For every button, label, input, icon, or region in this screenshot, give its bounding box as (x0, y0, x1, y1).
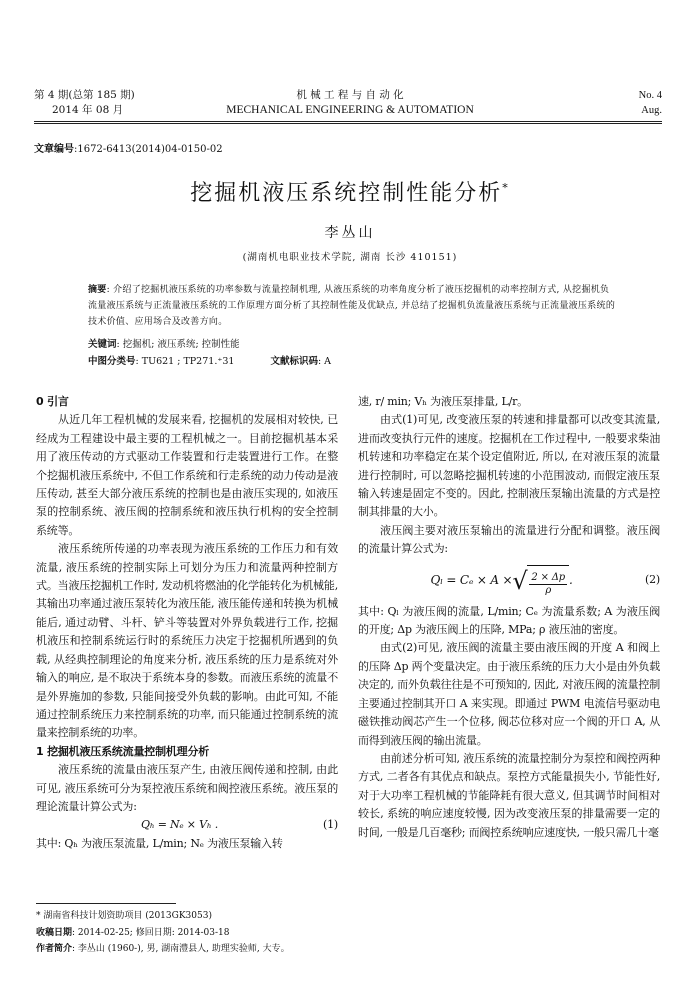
footnote-author (36, 942, 290, 956)
equation-1-expression: Qₕ = Nₑ × Vₕ . (141, 818, 218, 832)
footnote-dates-text: : 2014-02-25; 修回日期: 2014-03-18 (72, 928, 230, 938)
equation-2-number: (2) (645, 573, 660, 587)
author-affiliation: (湖南机电职业技术学院, 湖南 长沙 410151) (242, 252, 458, 263)
paragraph: 其中: Qₗ 为液压阀的流量, L/min; Cₑ 为流量系数; A 为液压阀的开度; Δp 为液压阀上的压降, MPa; ρ 液压油的密度。 (358, 604, 661, 637)
equation-2-dot: . (568, 573, 573, 588)
paragraph: 速, r/ min; Vₕ 为液压泵排量, L/r。 (358, 395, 528, 408)
equation-1 (36, 816, 338, 834)
footnote-dates (36, 926, 229, 940)
paragraph: 其中: Qₕ 为液压泵流量, L/min; Nₑ 为液压泵输入转 (36, 836, 283, 850)
running-header-left (34, 88, 135, 118)
section-heading-1: 1 挖掘机液压系统流量控制机理分析 (36, 744, 210, 758)
doc-code-label: 文献标识码 (270, 356, 318, 367)
running-header-center (180, 88, 520, 118)
equation-2 (358, 559, 660, 603)
footnote-fund: * 湖南省科技计划资助项目 (2013GK3053) (36, 911, 212, 921)
keywords (88, 336, 240, 350)
abstract-text: : 介绍了挖掘机液压系统的功率参数与流量控制机理, 从液压系统的功率角度分析了液压挖掘机的动率控制方式, 从挖掘机负流量液压系统与正流量液压系统的工作原理方面分析了其控制性能及优缺点, 并总结了挖掘机负流量液压系统与正流量液压系统的技术价值、应用场合及改善方向。 (88, 285, 616, 327)
keywords-text: : 挖掘机; 液压系统; 控制性能 (116, 339, 240, 350)
abstract-label: 摘要 (88, 285, 107, 295)
clc-label: 中图分类号 (88, 356, 136, 367)
paragraph: 由式(2)可见, 液压阀的流量主要由液压阀的开度 A 和阀上的压降 Δp 两个变量决定。由于液压系统的压力大小是由外负载决定的, 而外负载往往是不可预知的, 因此, 对液压阀的流量控制主要通过控制其开口 A 来实现。即通过 PWM 电流信号驱动电磁铁推动阀芯产生一个位移, 阀芯位移对应一个阀的开口 A, 从而得到液压阀的输出流量。 (358, 641, 660, 747)
doc-code-value: : A (317, 356, 332, 367)
abstract (88, 282, 616, 330)
issue-en: No. 4 (638, 90, 662, 101)
paragraph: 由前述分析可知, 液压系统的流量控制分为泵控和阀控两种方式, 二者各有其优点和缺点。泵控方式能量损失小, 节能性好, 对于大功率工程机械的节能降耗有很大意义, 但其调节时间相对较长, 系统的响应速度较慢, 因为改变液压泵的排量需要一定的时间, 一般是几百毫秒; 而阀控系统响应速度快, 一般只需几十毫 (358, 751, 660, 839)
running-header-right (580, 88, 662, 118)
month-en: Aug. (641, 105, 662, 116)
footnote-author-text: : 李丛山 (1960-), 男, 湖南澧县人, 助理实验师, 大专。 (72, 944, 290, 954)
author-name: 李丛山 (324, 225, 376, 241)
equation-1-number: (1) (323, 818, 338, 832)
article-number (34, 140, 223, 155)
footnote-dates-label: 收稿日期 (36, 928, 73, 938)
paragraph: 由式(1)可见, 改变液压泵的转速和排量都可以改变其流量, 进而改变执行元件的速度。挖掘机在工作过程中, 一般要求柴油机转速和功率稳定在某个设定值附近, 所以, 在对液压泵的流量进行控制时, 可以忽略挖掘机转速的小范围波动, 而假定液压泵输入转速是固定不变的。因此, 控制液压泵输出流量的方式是控制其排量的大小。 (358, 413, 660, 519)
paragraph: 液压阀主要对液压泵输出的流量进行分配和调整。液压阀的流量计算公式为: (358, 523, 660, 556)
equation-2-lhs: Qₗ = Cₑ × A × (430, 573, 513, 588)
clc-value: : TU621 ; TP271.⁺31 (135, 356, 235, 367)
equation-2-fraction (529, 572, 567, 597)
keywords-label: 关键词 (88, 339, 117, 350)
paragraph: 液压系统所传递的功率表现为液压系统的工作压力和有效流量, 液压系统的控制实际上可划分为压力和流量两种控制方式。当液压挖掘机工作时, 发动机将燃油的化学能转化为机械能, 其输出功率通过液压泵转化为液压能, 液压能传递和转换为机械能后, 通过动臂、斗杆、铲斗等装置对外界负载进行工作, 挖掘机液压和控制系统运行时的系统压力决定于挖掘机所遇到的负载, 从经典控制理论的角度来分析, 液压系统的压力是系统对外输入的响应, 是不取决于系统本身的参数。而液压系统的流量不是外界施加的参数, 只能间接受外负载的影响。由此可知, 不能通过控制系统压力来控制系统的功率, 而只能通过控制系统的流量来控制系统的功率。 (36, 542, 338, 740)
paper-title-text: 挖掘机液压系统控制性能分析 (190, 181, 503, 206)
equation-2-expression (358, 565, 645, 597)
equation-2-denominator: ρ (545, 584, 552, 596)
date-cn: 2014 年 08 月 (52, 104, 124, 116)
title-footnote-mark: * (502, 181, 510, 195)
section-heading-0: 0 引言 (36, 395, 69, 408)
equation-2-numerator: 2 × Δp (531, 571, 565, 583)
body-right-column (358, 393, 660, 842)
issue-cn: 第 4 期(总第 185 期) (34, 89, 135, 101)
paper-title (60, 176, 640, 207)
header-rule-2 (34, 123, 662, 124)
footnote-author-label: 作者简介 (36, 944, 73, 954)
body-left-column (36, 393, 338, 853)
classification (88, 353, 331, 367)
article-number-label: 文章编号 (34, 144, 74, 155)
journal-name-cn: 机 械 工 程 与 自 动 化 (296, 89, 404, 101)
header-rule (34, 121, 662, 122)
article-number-value: :1672-6413(2014)04-0150-02 (74, 144, 223, 155)
paragraph: 液压系统的流量由液压泵产生, 由液压阀传递和控制, 由此可见, 液压系统可分为泵控液压系统和阀控液压系统。液压泵的理论流量计算公式为: (36, 763, 338, 813)
footnote-rule (36, 903, 176, 904)
square-root-icon: √ $\frac{2 \times \Delta p}{\rho}$ (512, 565, 569, 597)
journal-name-en: MECHANICAL ENGINEERING & AUTOMATION (226, 104, 474, 116)
paragraph: 从近几年工程机械的发展来看, 挖掘机的发展相对较快, 已经成为工程建设中最主要的工程机械之一。目前挖掘机基本采用了液压传动的方式驱动工作装置和行走装置进行工作。在整个挖掘机液压系统中, 不但工作系统和行走系统的动力传动是液压传动, 甚至大部分液压系统的控制也是由液压实现的, 如液压泵的控制系统、液压阀的控制系统和液压执行机构的安全控制系统等。 (36, 413, 338, 537)
